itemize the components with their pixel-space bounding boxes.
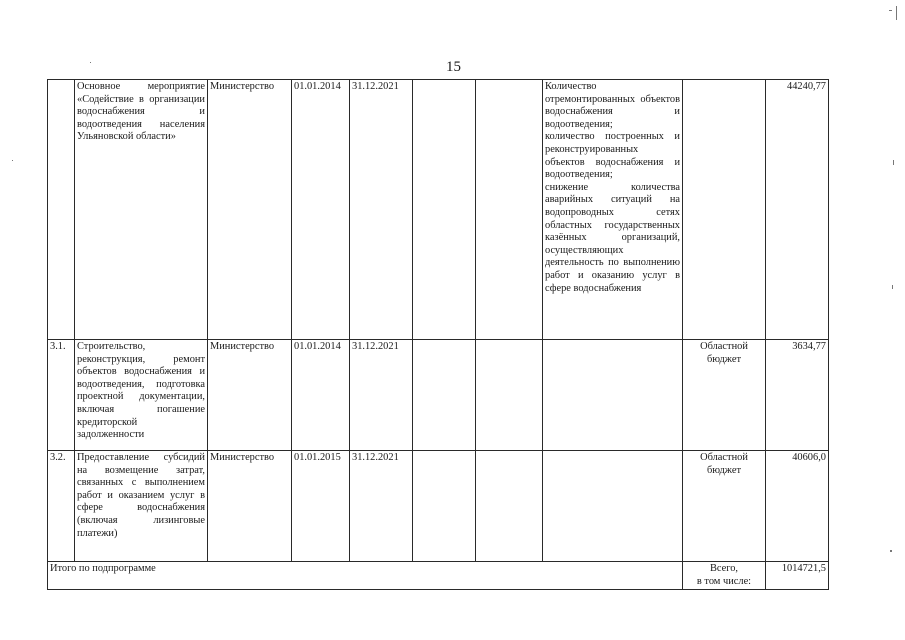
table-row xyxy=(48,451,829,562)
empty-cell xyxy=(413,80,476,340)
measure-name: Основное мероприятие «Содействие в организации водоснабжения и водоотведения населения Ульяновской области» xyxy=(75,80,208,340)
total-amount: 1014721,5 xyxy=(766,562,829,590)
table-row xyxy=(48,80,829,340)
table-row xyxy=(48,340,829,451)
executor: Министерство xyxy=(208,451,292,562)
target-indicator xyxy=(543,340,683,451)
funding-source xyxy=(683,80,766,340)
empty-cell xyxy=(476,340,543,451)
funding-source: Областной бюджет xyxy=(683,340,766,451)
total-label: Итого по подпрограмме xyxy=(48,562,683,590)
total-source: Всего, в том числе: xyxy=(683,562,766,590)
program-table xyxy=(47,79,829,590)
start-date: 01.01.2015 xyxy=(292,451,350,562)
start-date: 01.01.2014 xyxy=(292,340,350,451)
end-date: 31.12.2021 xyxy=(350,451,413,562)
row-number xyxy=(48,80,75,340)
end-date: 31.12.2021 xyxy=(350,80,413,340)
end-date: 31.12.2021 xyxy=(350,340,413,451)
executor: Министерство xyxy=(208,80,292,340)
empty-cell xyxy=(476,80,543,340)
funding-amount: 3634,77 xyxy=(766,340,829,451)
funding-source: Областной бюджет xyxy=(683,451,766,562)
start-date: 01.01.2014 xyxy=(292,80,350,340)
funding-amount: 40606,0 xyxy=(766,451,829,562)
page-number: 15 xyxy=(446,59,461,75)
total-row xyxy=(48,562,829,590)
empty-cell xyxy=(476,451,543,562)
measure-name: Предоставление субсидий на возмещение затрат, связанных с выполнением работ и оказанием услуг в сфере водоснабжения (включая лизинговые платежи) xyxy=(75,451,208,562)
empty-cell xyxy=(413,340,476,451)
target-indicator: Количество отремонтированных объектов водоснабжения и водоотведения; количество построенных и реконструированных объектов водоснабжения и водоотведения; снижение количества аварийных ситуаций на водопроводных сетях областных государственных казённых организаций, осуществляющих деятельность по выполнению работ и оказанию услуг в сфере водоснабжения xyxy=(543,80,683,340)
empty-cell xyxy=(413,451,476,562)
row-number: 3.2. xyxy=(48,451,75,562)
executor: Министерство xyxy=(208,340,292,451)
target-indicator xyxy=(543,451,683,562)
row-number: 3.1. xyxy=(48,340,75,451)
measure-name: Строительство, реконструкция, ремонт объектов водоснабжения и водоотведения, подготовка проектной документации, включая погашение кредиторской задолженности xyxy=(75,340,208,451)
funding-amount: 44240,77 xyxy=(766,80,829,340)
